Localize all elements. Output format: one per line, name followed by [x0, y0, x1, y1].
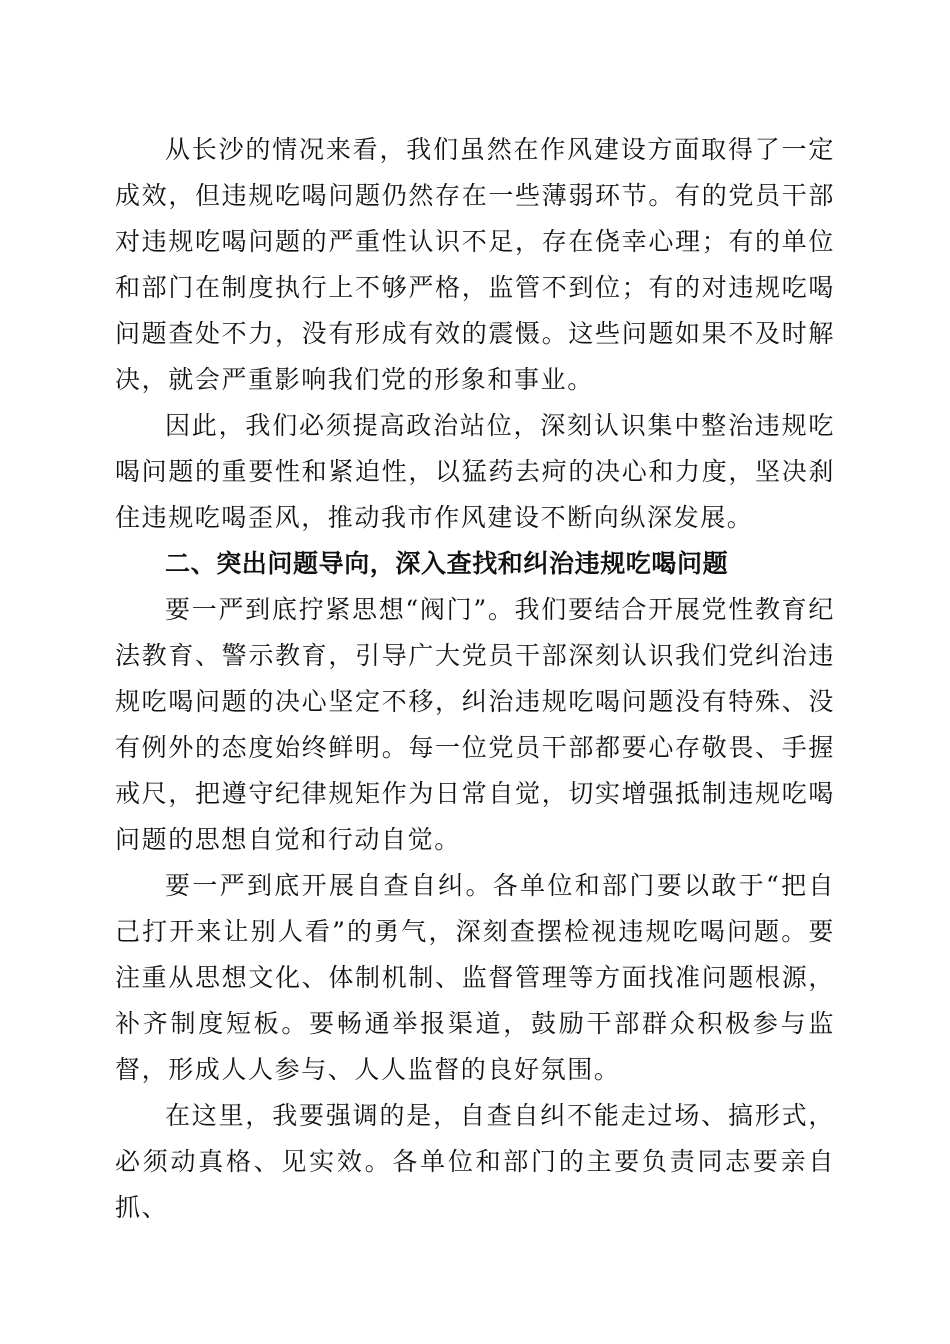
section-heading-2: 二、突出问题导向，深入查找和纠治违规吃喝问题 — [165, 549, 729, 578]
paragraph-political-stance: 因此，我们必须提高政治站位，深刻认识集中整治违规吃喝问题的重要性和紧迫性，以猛药去疴的决心和力度，坚决刹住违规吃喝歪风，推动我市作风建设不断向纵深发展。 — [115, 411, 835, 532]
paragraph-emphasis: 在这里，我要强调的是，自查自纠不能走过场、搞形式，必须动真格、见实效。各单位和部门的主要负责同志要亲自抓、 — [115, 1101, 835, 1222]
paragraph-ideological-valve: 要一严到底拧紧思想“阀门”。我们要结合开展党性教育纪法教育、警示教育，引导广大党员干部深刻认识我们党纠治违规吃喝问题的决心坚定不移，纠治违规吃喝问题没有特殊、没有例外的态度始终鲜明。每一位党员干部都要心存敬畏、手握戒尺，把遵守纪律规矩作为日常自觉，切实增强抵制违规吃喝问题的思想自觉和行动自觉。 — [115, 595, 835, 854]
paragraph-self-inspection: 要一严到底开展自查自纠。各单位和部门要以敢于“把自己打开来让别人看”的勇气，深刻查摆检视违规吃喝问题。要注重从思想文化、体制机制、监督管理等方面找准问题根源，补齐制度短板。要畅通举报渠道，鼓励干部群众积极参与监督，形成人人参与、人人监督的良好氛围。 — [115, 871, 835, 1084]
paragraph-changsha-situation: 从长沙的情况来看，我们虽然在作风建设方面取得了一定成效，但违规吃喝问题仍然存在一些薄弱环节。有的党员干部对违规吃喝问题的严重性认识不足，存在侥幸心理；有的单位和部门在制度执行上不够严格，监管不到位；有的对违规吃喝问题查处不力，没有形成有效的震慑。这些问题如果不及时解决，就会严重影响我们党的形象和事业。 — [115, 135, 835, 394]
document-body — [115, 127, 835, 1231]
